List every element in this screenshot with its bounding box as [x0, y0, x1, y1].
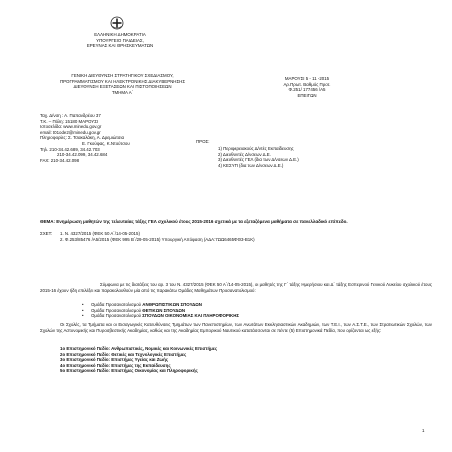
department-line4: ΤΜΗΜΑ Α΄: [111, 89, 134, 95]
recipient-item: 3) Διευθυντές ΓΕΛ (δια των Δ/νσεων Δ.Ε.): [218, 157, 299, 163]
group-prefix: Ομάδα Προσανατολισμού: [91, 307, 143, 313]
field-prefix: 2ο Επιστημονικό Πεδίο:: [60, 351, 112, 357]
subject-text: Ενημέρωση μαθητών της τελευταίας τάξης ΓΕΛ σχολικού έτους 2015-2016 σχετικά με τα εξεταζόμενα μαθήματα σε πανελλαδικό επίπεδο.: [56, 219, 348, 224]
group-prefix: Ομάδα Προσανατολισμού: [91, 313, 143, 319]
group-name: ΑΝΘΡΩΠΙΣΤΙΚΩΝ ΣΠΟΥΔΩΝ: [142, 302, 202, 307]
contact-phone-2: 210-34.42.099, 34.42.684: [57, 152, 108, 158]
greek-emblem-icon: [110, 16, 124, 30]
references-label: ΣΧΕΤ:: [40, 231, 52, 236]
department-line2: ΠΡΟΓΡΑΜΜΑΤΙΣΜΟΥ ΚΑΙ ΗΛΕΚΤΡΟΝΙΚΗΣ ΔΙΑΚΥΒΕΡΝΗΣΗΣ: [59, 78, 186, 84]
body-paragraph-2: Οι Σχολές, τα Τμήματα και οι Εισαγωγικές Κατευθύνσεις Τμημάτων των Πανεπιστημίων, των Ανωτάτων Εκκλησιαστικών Ακαδημιών, των Τ.Ε.Ι., των Α.Σ.Τ.Ε., των Στρατιωτικών Σχολών, των Σχολών της Αστυνομικής και Πυροσβεστικής Ακαδημίας, καθώς και της Ακαδημίας Εμπορικού Ναυτικού κατατάσσονται σε πέντε (5) Επιστημονικά Πεδία, που ορίζονται ως εξής:: [40, 322, 432, 333]
references-list: [60, 231, 255, 242]
reference-item: 1. Ν. 4327/2015 (ΦΕΚ 50 Α΄/14-05-2015): [60, 231, 140, 236]
recipients-list: [218, 146, 299, 168]
recipient-item: 4) ΚΕΣΥΠ (δια των Δ/νσεων Δ.Ε.): [218, 162, 284, 168]
department-block: [40, 73, 205, 95]
field-name: Επιστήμες της Εκπαίδευσης: [111, 362, 171, 368]
field-name: Θετικές και Τεχνολογικές Επιστήμες: [111, 351, 187, 357]
subject-block: [40, 219, 432, 225]
protocol-urgency: ΕΠΕΙΓΩΝ: [297, 92, 317, 98]
field-prefix: 5ο Επιστημονικό Πεδίο:: [60, 368, 112, 374]
field-prefix: 1ο Επιστημονικό Πεδίο:: [60, 346, 112, 351]
group-name: ΣΠΟΥΔΩΝ ΟΙΚΟΝΟΜΙΑΣ ΚΑΙ ΠΛΗΡΟΦΟΡΙΚΗΣ: [142, 313, 240, 319]
contact-block: [40, 113, 200, 163]
page-number: 1: [422, 428, 425, 433]
orientation-group-item: [82, 313, 239, 319]
contact-fax: FAX: 210-34.42.098: [40, 157, 80, 163]
recipient-item: 1) Περιφερειακούς Δ/ντές Εκπαίδευσης: [218, 146, 294, 151]
field-name: Επιστήμες Οικονομίας και Πληροφορικής: [111, 368, 198, 374]
department-line1: ΓΕΝΙΚΗ ΔΙΕΥΘΥΝΣΗ ΣΤΡΑΤΗΓΙΚΟΥ ΣΧΕΔΙΑΣΜΟΥ,: [71, 73, 174, 78]
scientific-field-item: [60, 368, 217, 374]
protocol-number: Φ.251/ 177456 /Α5: [288, 87, 326, 93]
subject-label: ΘΕΜΑ:: [40, 219, 55, 224]
recipient-item: 2) Διευθυντές Δ/νσεων Δ.Ε.: [218, 151, 271, 157]
protocol-date: ΜΑΡΟΥΣΙ 5 - 11 -2015: [284, 76, 330, 81]
protocol-block: [262, 76, 352, 98]
contact-info-persons: Πληροφορίες: Σ. Τσακαλάκη, Α. Δρεμιώτσια: [40, 135, 125, 141]
field-name: Ανθρωπιστικές, Νομικές και Κοινωνικές Επιστήμες: [111, 346, 218, 351]
field-name: Επιστήμες Υγείας και Ζωής: [111, 357, 169, 363]
field-prefix: 3ο Επιστημονικό Πεδίο:: [60, 357, 112, 363]
group-name: ΘΕΤΙΚΩΝ ΣΠΟΥΔΩΝ: [142, 307, 186, 313]
field-prefix: 4ο Επιστημονικό Πεδίο:: [60, 362, 112, 368]
body-paragraph-1: Σύμφωνα με τις διατάξεις του αρ. 3 του Ν. 4327/2015 (ΦΕΚ 50 Α΄/14-05-2015), οι μαθητές της Γ΄ τάξης Ημερήσιου και Δ΄ τάξης Εσπερινού Γενικού Λυκείου σχολικού έτους 2015-16 έχουν ήδη επιλέξει και παρακολουθούν μία από τις παρακάτω Ομάδες Μαθημάτων Προσανατολισμού:: [40, 282, 432, 293]
ministry-name-line1: ΥΠΟΥΡΓΕΙΟ ΠΑΙΔΕΙΑΣ,: [96, 37, 144, 43]
orientation-groups-list: [82, 302, 239, 319]
ministry-header: [40, 32, 200, 49]
department-line3: ΔΙΕΥΘΥΝΣΗ ΕΞΕΤΑΣΕΩΝ ΚΑΙ ΠΙΣΤΟΠΟΙΗΣΕΩΝ: [73, 84, 172, 90]
recipients-label: ΠΡΟΣ:: [196, 139, 210, 144]
reference-item: 2. Φ.253/85476 /Α5/2015 (ΦΕΚ 995 Β΄/29-05-2015) Υπουργική Απόφαση (ΑΔΑ:7ΩΩ6465ΦΘ3-Β1Κ): [60, 236, 255, 242]
ministry-name-line2: ΕΡΕΥΝΑΣ ΚΑΙ ΘΡΗΣΚΕΥΜΑΤΩΝ: [86, 43, 154, 49]
group-prefix: Ομάδα Προσανατολισμού: [91, 302, 143, 307]
contact-phone: Τηλ. 210-34.42.689, 34.42.703: [40, 146, 100, 152]
contact-email: email: t01ode2@minedu.gov.gr: [40, 129, 101, 135]
contact-website: Ιστοσελίδα: www.minedu.gov.gr: [40, 124, 102, 130]
scientific-fields-list: [60, 346, 217, 374]
protocol-label: Αρ.Πρωτ. Βαθμός Προτ.: [283, 81, 331, 87]
republic-name: ΕΛΛΗΝΙΚΗ ΔΗΜΟΚΡΑΤΙΑ: [94, 32, 146, 37]
contact-address: Ταχ. Δ/νση : Α. Παπανδρέου 37: [40, 113, 101, 118]
contact-postcode: Τ.Κ. – Πόλη: 15180 ΜΑΡΟΥΣΙ: [40, 118, 99, 124]
contact-info-persons-2: Ε. Γκούφας, Κ.Ντούτσου: [82, 140, 130, 146]
